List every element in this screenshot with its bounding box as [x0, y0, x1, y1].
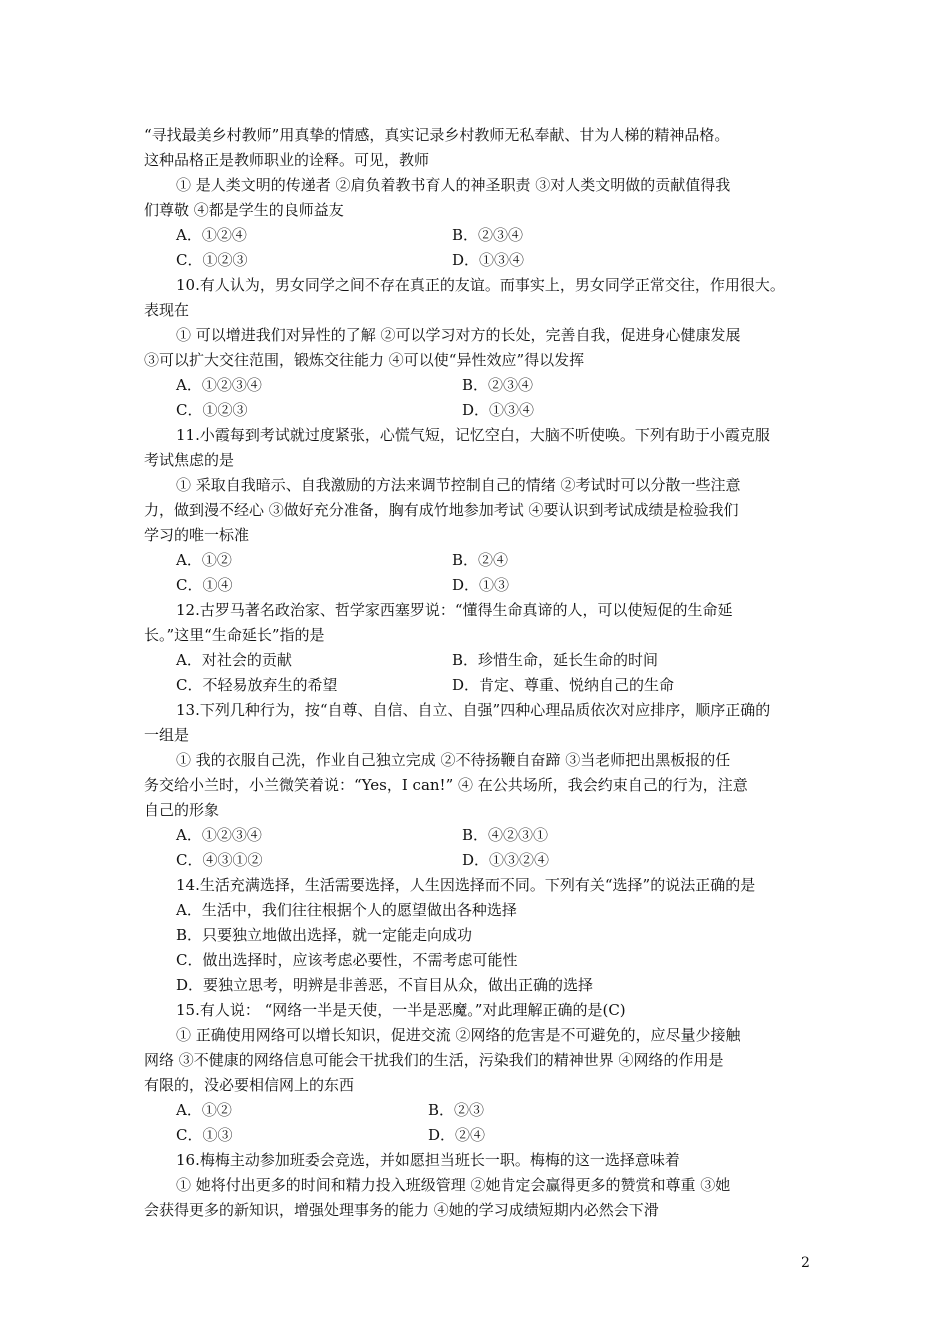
q16-items-line2: 会获得更多的新知识，增强处理事务的能力 ④她的学习成绩短期内必然会下滑	[144, 1201, 659, 1219]
q14-option-b: B．只要独立地做出选择，就一定能走向成功	[176, 926, 473, 944]
q11-items-line1: ① 采取自我暗示、自我激励的方法来调节控制自己的情绪 ②考试时可以分散一些注意	[176, 476, 741, 494]
q14-option-c: C．做出选择时，应该考虑必要性，不需考虑可能性	[176, 951, 518, 969]
q10-stem-line1: 10.有人认为，男女同学之间不存在真正的友谊。而事实上，男女同学正常交往，作用很大。	[176, 276, 785, 294]
q9-option-a: A．①②④	[176, 226, 247, 244]
q9-stem-line1: “寻找最美乡村教师”用真挚的情感，真实记录乡村教师无私奉献、甘为人梯的精神品格。	[144, 126, 730, 144]
q13-option-a: A．①②③④	[176, 826, 262, 844]
q13-stem-line2: 一组是	[144, 726, 190, 744]
q11-items-line2: 力，做到漫不经心 ③做好充分准备，胸有成竹地参加考试 ④要认识到考试成绩是检验我们	[144, 501, 739, 519]
q13-stem-line1: 13.下列几种行为，按“自尊、自信、自立、自强”四种心理品质依次对应排序，顺序正确的	[176, 701, 771, 719]
q9-option-d: D．①③④	[452, 251, 525, 269]
q15-items-line2: 网络 ③不健康的网络信息可能会干扰我们的生活，污染我们的精神世界 ④网络的作用是	[144, 1051, 724, 1069]
q12-option-d: D．肯定、尊重、悦纳自己的生命	[452, 676, 675, 694]
q11-stem-line1: 11.小霞每到考试就过度紧张，心慌气短，记忆空白，大脑不听使唤。下列有助于小霞克服	[176, 426, 770, 444]
q9-option-b: B．②③④	[452, 226, 524, 244]
q12-option-a: A．对社会的贡献	[176, 651, 292, 669]
q11-option-c: C．①④	[176, 576, 233, 594]
q14-stem: 14.生活充满选择，生活需要选择，人生因选择而不同。下列有关“选择”的说法正确的是	[176, 876, 756, 894]
q12-option-c: C．不轻易放弃生的希望	[176, 676, 338, 694]
q10-stem-line2: 表现在	[144, 301, 190, 319]
q15-option-d: D．②④	[428, 1126, 486, 1144]
q15-option-a: A．①②	[176, 1101, 232, 1119]
q16-items-line1: ① 她将付出更多的时间和精力投入班级管理 ②她肯定会赢得更多的赞赏和尊重 ③她	[176, 1176, 731, 1194]
q13-option-d: D．①③②④	[462, 851, 550, 869]
q10-option-b: B．②③④	[462, 376, 534, 394]
q13-items-line3: 自己的形象	[144, 801, 220, 819]
q12-stem-line1: 12.古罗马著名政治家、哲学家西塞罗说：“懂得生命真谛的人，可以使短促的生命延	[176, 601, 733, 619]
q13-option-c: C．④③①②	[176, 851, 263, 869]
q15-items-line3: 有限的，没必要相信网上的东西	[144, 1076, 355, 1094]
page-number: 2	[801, 1255, 810, 1271]
q16-stem: 16.梅梅主动参加班委会竞选，并如愿担当班长一职。梅梅的这一选择意味着	[176, 1151, 680, 1169]
q11-option-a: A．①②	[176, 551, 232, 569]
q14-option-d: D．要独立思考，明辨是非善恶，不盲目从众，做出正确的选择	[176, 976, 594, 994]
q9-stem-line2: 这种品格正是教师职业的诠释。可见，教师	[144, 151, 430, 169]
q10-option-d: D．①③④	[462, 401, 535, 419]
q12-option-b: B．珍惜生命，延长生命的时间	[452, 651, 659, 669]
q13-option-b: B．④②③①	[462, 826, 549, 844]
q11-option-d: D．①③	[452, 576, 510, 594]
q10-option-c: C．①②③	[176, 401, 248, 419]
q13-items-line1: ① 我的衣服自己洗，作业自己独立完成 ②不待扬鞭自奋蹄 ③当老师把出黑板报的任	[176, 751, 731, 769]
q11-option-b: B．②④	[452, 551, 509, 569]
q14-option-a: A．生活中，我们往往根据个人的愿望做出各种选择	[176, 901, 517, 919]
q11-stem-line2: 考试焦虑的是	[144, 451, 235, 469]
q10-items-line2: ③可以扩大交往范围，锻炼交往能力 ④可以使“异性效应”得以发挥	[144, 351, 585, 369]
q12-stem-line2: 长。”这里“生命延长”指的是	[144, 626, 325, 644]
q10-option-a: A．①②③④	[176, 376, 262, 394]
q15-option-b: B．②③	[428, 1101, 485, 1119]
q15-option-c: C．①③	[176, 1126, 233, 1144]
q15-stem: 15.有人说： “网络一半是天使，一半是恶魔。”对此理解正确的是(C)	[176, 1001, 626, 1019]
q9-items-line1: ① 是人类文明的传递者 ②肩负着教书育人的神圣职责 ③对人类文明做的贡献值得我	[176, 176, 731, 194]
q10-items-line1: ① 可以增进我们对异性的了解 ②可以学习对方的长处，完善自我，促进身心健康发展	[176, 326, 741, 344]
q11-items-line3: 学习的唯一标准	[144, 526, 250, 544]
q13-items-line2: 务交给小兰时，小兰微笑着说：“Yes，I can!” ④ 在公共场所，我会约束自己的行为，注意	[144, 776, 748, 794]
q15-items-line1: ① 正确使用网络可以增长知识，促进交流 ②网络的危害是不可避免的，应尽量少接触	[176, 1026, 741, 1044]
q9-option-c: C．①②③	[176, 251, 248, 269]
q9-items-line2: 们尊敬 ④都是学生的良师益友	[144, 201, 344, 219]
